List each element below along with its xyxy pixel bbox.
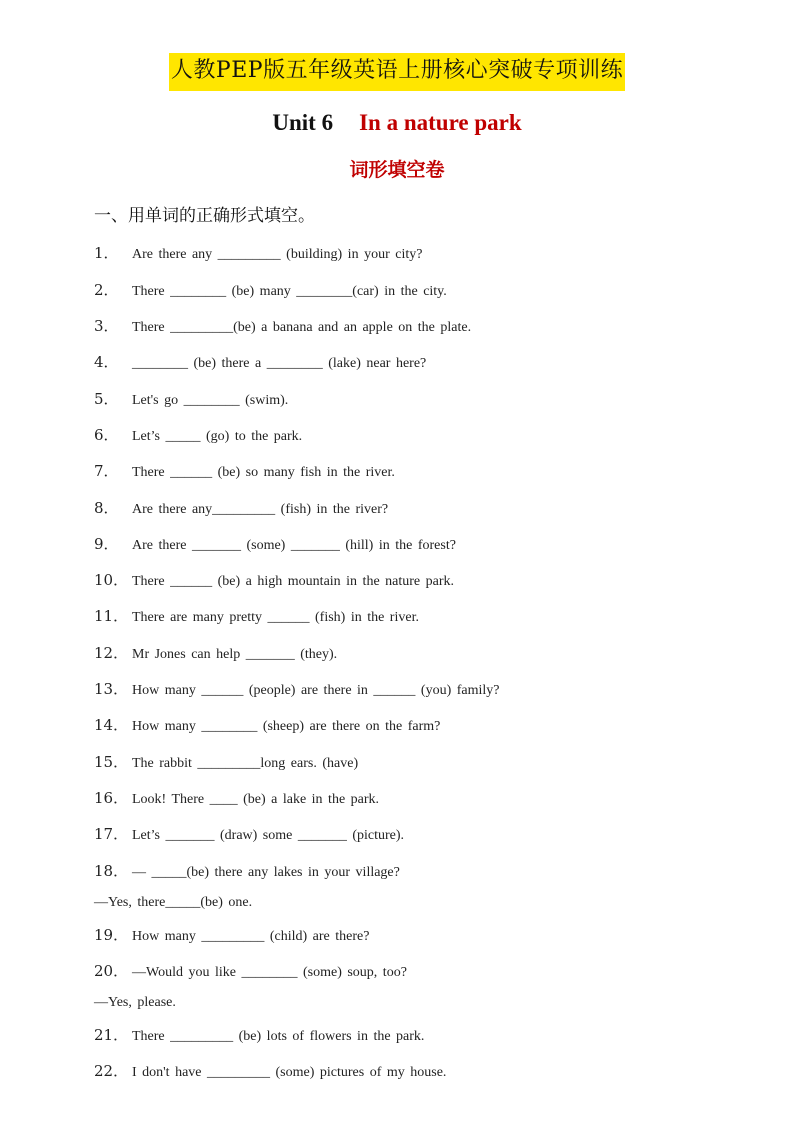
exercise-text: Let’s _____ (go) to the park.	[132, 429, 303, 444]
exercise-number: 17．	[94, 825, 129, 843]
exercise-text: How many ______ (people) are there in ______ (you) family?	[132, 683, 500, 698]
exercise-text: How many ________ (sheep) are there on the farm?	[132, 719, 441, 734]
exercise-text: There ______ (be) so many fish in the river.	[132, 465, 395, 480]
exercise-text: There ________ (be) many ________(car) in the city.	[132, 284, 447, 299]
exercise-text: Are there any_________ (fish) in the river?	[132, 502, 389, 517]
exercise-text: Let’s _______ (draw) some _______ (picture).	[132, 828, 405, 843]
exercise-text: Look! There ____ (be) a lake in the park.	[132, 792, 380, 807]
exercise-text: —Yes, please.	[94, 995, 176, 1010]
exercise-text: —Would you like ________ (some) soup, too?	[132, 965, 407, 980]
exercise-line	[94, 316, 471, 338]
exercise-text: There ______ (be) a high mountain in the nature park.	[132, 574, 455, 589]
exercise-text: The rabbit _________long ears. (have)	[132, 756, 359, 771]
exercise-number: 4．	[94, 353, 119, 371]
exercise-line	[94, 1061, 446, 1083]
exercise-answer-line	[94, 993, 176, 1013]
exercise-number: 11．	[94, 607, 129, 625]
exercise-line	[94, 280, 447, 302]
exercise-number: 2．	[94, 281, 119, 299]
exercise-line	[94, 570, 454, 592]
exercise-number: 18．	[94, 862, 129, 880]
exercise-text: There _________(be) a banana and an apple on the plate.	[132, 320, 472, 335]
exercise-text: I don't have _________ (some) pictures of my house.	[132, 1065, 447, 1080]
exercise-line	[94, 961, 407, 983]
exercise-number: 13．	[94, 680, 129, 698]
section-title: 一、用单词的正确形式填空。	[94, 206, 315, 226]
exercise-line	[94, 643, 337, 665]
document-title-bar	[0, 53, 794, 91]
exercise-text: Mr Jones can help _______ (they).	[132, 647, 338, 662]
exercise-answer-line	[94, 893, 252, 913]
exercise-text: —Yes, there_____(be) one.	[94, 895, 253, 910]
exercise-line	[94, 425, 302, 447]
exercise-line	[94, 824, 404, 846]
exercise-line	[94, 606, 419, 628]
exercise-line	[94, 788, 379, 810]
exercise-line	[94, 1025, 424, 1047]
exercise-line	[94, 861, 400, 883]
exercise-number: 5．	[94, 390, 119, 408]
unit-topic: In a nature park	[359, 110, 522, 135]
exercise-text: Let's go ________ (swim).	[132, 393, 289, 408]
exercise-line	[94, 752, 358, 774]
exercise-line	[94, 925, 369, 947]
exercise-line	[94, 715, 440, 737]
exercise-text: — _____(be) there any lakes in your village?	[132, 865, 400, 880]
exercise-line	[94, 243, 422, 265]
exercise-number: 14．	[94, 716, 129, 734]
document-title: 人教PEP版五年级英语上册核心突破专项训练	[169, 53, 625, 91]
exercise-text: There are many pretty ______ (fish) in the river.	[132, 610, 419, 625]
exercise-number: 6．	[94, 426, 119, 444]
exercise-number: 16．	[94, 789, 129, 807]
exercise-text: There _________ (be) lots of flowers in the park.	[132, 1029, 425, 1044]
exercise-line	[94, 679, 500, 701]
exercise-number: 20．	[94, 962, 129, 980]
exercise-number: 1．	[94, 244, 119, 262]
exercise-text: How many _________ (child) are there?	[132, 929, 370, 944]
exercise-number: 19．	[94, 926, 129, 944]
unit-number: Unit 6	[272, 110, 334, 135]
exercise-text: Are there _______ (some) _______ (hill) in the forest?	[132, 538, 456, 553]
exercise-line	[94, 352, 426, 374]
exercise-line	[94, 534, 456, 556]
exercise-number: 3．	[94, 317, 119, 335]
exercise-number: 22．	[94, 1062, 129, 1080]
exercise-number: 12．	[94, 644, 129, 662]
exercise-text: Are there any _________ (building) in your city?	[132, 247, 423, 262]
exercise-number: 10．	[94, 571, 129, 589]
exercise-text: ________ (be) there a ________ (lake) near here?	[132, 356, 427, 371]
exercise-number: 15．	[94, 753, 129, 771]
exercise-number: 7．	[94, 462, 119, 480]
exercise-line	[94, 498, 388, 520]
exercise-number: 9．	[94, 535, 119, 553]
exercise-number: 8．	[94, 499, 119, 517]
exercise-line	[94, 461, 395, 483]
exercise-number: 21．	[94, 1026, 129, 1044]
exercise-line	[94, 389, 288, 411]
worksheet-subtitle: 词形填空卷	[349, 159, 445, 181]
unit-heading	[0, 108, 794, 138]
